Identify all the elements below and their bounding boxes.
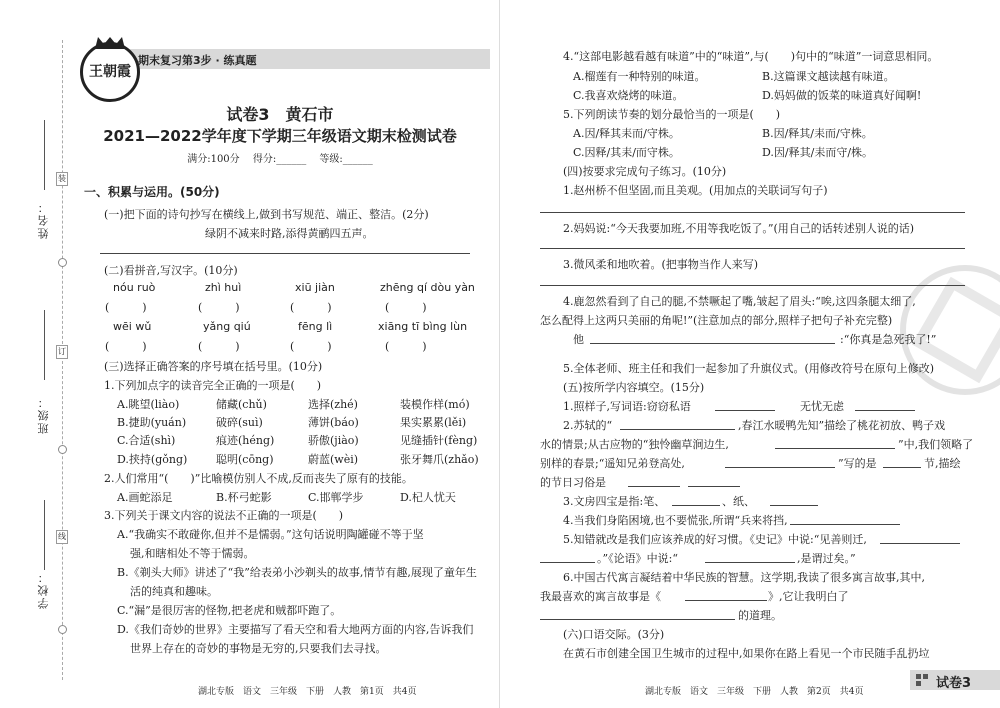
blank[interactable] xyxy=(688,486,740,487)
right-page xyxy=(500,0,1000,708)
blank[interactable] xyxy=(705,562,795,563)
logo-text: 王朝霞 xyxy=(89,64,131,80)
option: C.合适(shì) xyxy=(117,434,176,447)
option: B.杯弓蛇影 xyxy=(216,491,272,504)
option: 强,和瞎相处不等于懦弱。 xyxy=(130,547,255,560)
option: 储藏(chǔ) xyxy=(216,398,267,411)
blank[interactable] xyxy=(775,448,895,449)
brand-logo xyxy=(80,42,140,102)
tag-square-icon xyxy=(923,674,928,679)
blank[interactable] xyxy=(790,524,900,525)
paper-tag-label: 试卷3 xyxy=(936,676,972,691)
option: B.《剃头大师》讲述了“我”给表弟小沙剃头的故事,情节有趣,展现了童年生 xyxy=(117,566,477,579)
answer-line[interactable] xyxy=(590,343,835,344)
option: 薄饼(báo) xyxy=(308,416,359,429)
banner-text: 期末复习第3步 · 练真题 xyxy=(138,54,257,67)
option: D.《我们奇妙的世界》主要描写了看天空和看大地两方面的内容,告诉我们 xyxy=(117,623,474,636)
answer-paren[interactable]: ( ) xyxy=(198,340,240,353)
answer-line[interactable] xyxy=(540,285,965,286)
section-4-heading: (四)按要求完成句子练习。(10分) xyxy=(563,165,727,178)
blank[interactable] xyxy=(628,486,680,487)
sentence-1: 1.赵州桥不但坚固,而且美观。(用加点的关联词写句子) xyxy=(563,184,828,197)
fill-5b: 。”《论语》中说:“ xyxy=(597,552,678,565)
section-6-heading: (六)口语交际。(3分) xyxy=(563,628,665,641)
option: D.妈妈做的饭菜的味道真好闻啊! xyxy=(762,89,922,102)
section-1-heading: 一、积累与运用。(50分) xyxy=(84,185,220,199)
option: 张牙舞爪(zhǎo) xyxy=(400,453,479,466)
sentence-4c-prefix: 他 xyxy=(573,333,584,346)
fill-4: 4.当我们身陷困境,也不要慌张,所谓“兵来将挡, xyxy=(563,514,788,527)
answer-paren[interactable]: ( ) xyxy=(105,301,147,314)
copy-line xyxy=(100,253,470,254)
fill-2a: 2.苏轼的“ xyxy=(563,419,613,432)
option: B.捷助(yuán) xyxy=(117,416,187,429)
pinyin: yǎng qiú xyxy=(203,320,251,333)
q5-stem: 5.下列朗读节奏的划分最恰当的一项是( ) xyxy=(563,108,781,121)
crown-icon xyxy=(95,37,125,49)
q3-instruction: (三)选择正确答案的序号填在括号里。(10分) xyxy=(104,360,323,373)
name-label: 姓名： xyxy=(37,200,50,239)
answer-paren[interactable]: ( ) xyxy=(290,301,332,314)
option: 选择(zhé) xyxy=(308,398,358,411)
fill-5b-rest: ,是谓过矣。” xyxy=(797,552,856,565)
option: A.“我确实不敢碰你,但并不是懦弱。”这句话说明陶罐碰不等于坚 xyxy=(117,528,424,541)
option: A.因/释其耒而/守株。 xyxy=(573,127,680,140)
blank[interactable] xyxy=(883,467,921,468)
exam-title: 试卷3 黄石市 xyxy=(226,105,334,124)
fill-6a: 6.中国古代寓言凝结着中华民族的智慧。这学期,我读了很多寓言故事,其中, xyxy=(563,571,925,584)
option: 聪明(cōng) xyxy=(216,453,274,466)
pinyin: xiū jiàn xyxy=(295,281,335,294)
option: 破碎(suì) xyxy=(216,416,263,429)
sentence-2: 2.妈妈说:“今天我要加班,不用等我吃饭了。”(用自己的话转述别人说的话) xyxy=(563,222,915,235)
blank[interactable] xyxy=(672,505,720,506)
section-5-heading: (五)按所学内容填空。(15分) xyxy=(563,381,705,394)
option: A.榴莲有一种特别的味道。 xyxy=(573,70,706,83)
blank[interactable] xyxy=(770,505,818,506)
fill-3: 3.文房四宝是指:笔、 xyxy=(563,495,666,508)
q2-instruction: (二)看拼音,写汉字。(10分) xyxy=(104,264,238,277)
option: 见缝插针(fèng) xyxy=(400,434,478,447)
class-underline xyxy=(44,310,45,380)
school-label: 学校： xyxy=(37,570,50,609)
sentence-4b: 怎么配得上这两只美丽的角呢!”(注意加点的部分,照样子把句子补充完整) xyxy=(540,314,893,327)
blank[interactable] xyxy=(685,600,767,601)
fill-2c: 别样的春景;“遥知兄弟登高处, xyxy=(540,457,685,470)
pinyin: fēng lì xyxy=(298,320,333,333)
sentence-4c-suffix: :“你真是急死我了!” xyxy=(840,333,937,346)
option: C.“漏”是很厉害的怪物,把老虎和贼都吓跑了。 xyxy=(117,604,342,617)
option: D.杞人忧天 xyxy=(400,491,456,504)
binding-hole xyxy=(58,258,67,267)
blank[interactable] xyxy=(715,410,775,411)
sentence-5: 5.全体老师、班主任和我们一起参加了升旗仪式。(用修改符号在原句上修改) xyxy=(563,362,935,375)
option: 果实累累(lěi) xyxy=(400,416,467,429)
option: 世界上存在的奇妙的事物是无穷的,只要我们去寻找。 xyxy=(130,642,387,655)
option: C.因释/其耒/而守株。 xyxy=(573,146,680,159)
binding-hole xyxy=(58,445,67,454)
exam-subtitle: 2021—2022学年度下学期三年级语文期末检测试卷 xyxy=(103,127,457,145)
blank[interactable] xyxy=(620,429,735,430)
fill-1: 1.照样子,写词语:窃窃私语 xyxy=(563,400,691,413)
fill-3-mid: 、纸、 xyxy=(722,495,755,508)
class-label: 班级： xyxy=(37,395,50,434)
blank[interactable] xyxy=(725,467,835,468)
blank[interactable] xyxy=(855,410,915,411)
fill-5a: 5.知错就改是我们应该养成的好习惯。《史记》中说:“见善则迁, xyxy=(563,533,867,546)
q1-instruction: (一)把下面的诗句抄写在横线上,做到书写规范、端正、整洁。(2分) xyxy=(104,208,429,221)
blank[interactable] xyxy=(880,543,960,544)
binding-mark: 装 xyxy=(56,172,68,186)
section-banner xyxy=(130,49,490,69)
binding-mark: 订 xyxy=(56,345,68,359)
score-line: 满分:100分 得分:______ 等级:______ xyxy=(187,154,373,165)
blank[interactable] xyxy=(540,562,595,563)
answer-paren[interactable]: ( ) xyxy=(385,301,427,314)
option: 痕迹(héng) xyxy=(216,434,275,447)
poem-line: 绿阴不减来时路,添得黄鹂四五声。 xyxy=(205,227,374,240)
option: B.这篇课文越读越有味道。 xyxy=(762,70,895,83)
binding-mark: 线 xyxy=(56,530,68,544)
option: B.因/释其/耒而/守株。 xyxy=(762,127,873,140)
option: A.画蛇添足 xyxy=(117,491,173,504)
page-footer: 湖北专版 语文 三年级 下册 人教 第2页 共4页 xyxy=(645,687,864,697)
page-footer: 湖北专版 语文 三年级 下册 人教 第1页 共4页 xyxy=(198,687,417,697)
option: A.眺望(liào) xyxy=(117,398,180,411)
paper-tag xyxy=(910,670,1000,690)
sentence-4a: 4.鹿忽然看到了自己的腿,不禁噘起了嘴,皱起了眉头:“唉,这四条腿太细了, xyxy=(563,295,916,308)
pinyin: zhì huì xyxy=(205,281,242,294)
fill-2a-rest: ,春江水暖鸭先知”描绘了桃花初放、鸭子戏 xyxy=(738,419,946,432)
fill-6b-rest: 》,它让我明白了 xyxy=(768,590,849,603)
q3-1-stem: 1.下列加点字的读音完全正确的一项是( ) xyxy=(104,379,322,392)
oral-prompt: 在黄石市创建全国卫生城市的过程中,如果你在路上看见一个市民随手乱扔垃 xyxy=(563,647,930,660)
answer-paren[interactable]: ( ) xyxy=(105,340,147,353)
option: 骄傲(jiào) xyxy=(308,434,359,447)
option: D.挟持(gǒng) xyxy=(117,453,188,466)
pinyin: xiāng tī bìng lùn xyxy=(378,320,468,333)
school-underline xyxy=(44,500,45,570)
option: 蔚蓝(wèi) xyxy=(308,453,359,466)
pinyin: zhēng qí dòu yàn xyxy=(380,281,475,294)
pinyin: nóu ruò xyxy=(113,281,156,294)
tag-square-icon xyxy=(916,674,921,679)
binding-hole xyxy=(58,625,67,634)
fill-1-example: 无忧无虑 xyxy=(800,400,844,413)
q3-2-stem: 2.人们常用“( )”比喻模仿别人不成,反而丧失了原有的技能。 xyxy=(104,472,413,485)
q3-3-stem: 3.下列关于课文内容的说法不正确的一项是( ) xyxy=(104,509,344,522)
answer-line[interactable] xyxy=(540,212,965,213)
option: C.我喜欢烧烤的味道。 xyxy=(573,89,684,102)
answer-paren[interactable]: ( ) xyxy=(385,340,427,353)
blank[interactable] xyxy=(540,619,735,620)
fill-2d: 的节日习俗是 xyxy=(540,476,606,489)
fill-2c-end: 节,描绘 xyxy=(924,457,961,470)
tag-square-icon xyxy=(916,681,921,686)
answer-paren[interactable]: ( ) xyxy=(290,340,332,353)
option: D.因/释其/耒而守/株。 xyxy=(762,146,874,159)
q4-stem: 4.“这部电影越看越有味道”中的“味道”,与( )句中的“味道”一词意思相同。 xyxy=(563,50,939,63)
answer-line[interactable] xyxy=(540,248,965,249)
fill-2b: 水的情景;从古应物的“独怜幽草涧边生, xyxy=(540,438,729,451)
sentence-3: 3.微风柔和地吹着。(把事物当作人来写) xyxy=(563,258,759,271)
fill-2b-rest: ”中,我们领略了 xyxy=(898,438,974,451)
option: 活的纯真和趣味。 xyxy=(130,585,218,598)
fill-6b: 我最喜欢的寓言故事是《 xyxy=(540,590,661,603)
fill-2c-mid: ”写的是 xyxy=(838,457,877,470)
option: C.邯郸学步 xyxy=(308,491,364,504)
pinyin: wēi wǔ xyxy=(113,320,152,333)
fill-6c: 的道理。 xyxy=(738,609,782,622)
option: 装模作样(mó) xyxy=(400,398,470,411)
answer-paren[interactable]: ( ) xyxy=(198,301,240,314)
